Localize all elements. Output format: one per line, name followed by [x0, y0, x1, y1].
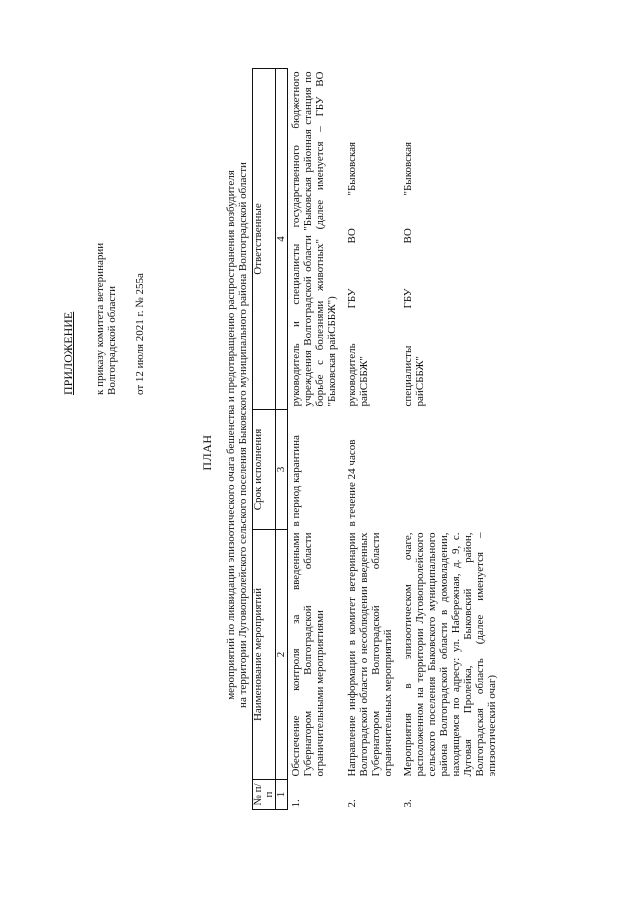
- row-number: 1.: [290, 799, 302, 808]
- resp-role: руководитель: [346, 343, 358, 407]
- row-activity: Мероприятия в эпизоотическом очаге, расположенном на территории Луговопролейского сельского поселения Быковского муниципального района Волгоградской области в домовладении, находящемся по адресу: ул. Набережная, д. 9, с. Луговая Пролейка, Быковский район, Волгоградская область (далее именуется – эпизоотический очаг): [402, 532, 498, 777]
- plan-title: ПЛАН: [200, 434, 214, 471]
- table-row: [402, 69, 506, 810]
- row-number: 2.: [346, 799, 358, 808]
- header-name: Наименование мероприятий: [253, 530, 276, 780]
- row-number: 3.: [402, 799, 414, 808]
- row-activity: Направление информации в комитет ветеринарии Волгоградской области о несоблюдении введенных Губернатором Волгоградской области ограничительных мероприятий: [346, 532, 394, 777]
- plan-subtitle-line-1: мероприятий по ликвидации эпизоотического очага бешенства и предотвращению распространения возбудителя: [225, 170, 237, 700]
- row-responsible: руководитель и специалисты государственного бюджетного учреждения Волгоградской области "Быковская районная станция по борьбе с болезнями животных" (далее именуется – ГБУ ВО "Быковская райСББЖ"): [290, 71, 338, 407]
- resp-org: ГБУ: [346, 288, 358, 309]
- header-term: Срок исполнения: [253, 410, 276, 530]
- resp-region: ВО: [346, 228, 358, 244]
- row-responsible: [346, 69, 402, 410]
- row-term: в течение 24 часов: [346, 439, 358, 527]
- row-activity: Обеспечение контроля за введенными Губернатором Волгоградской области ограничительными мероприятиями: [290, 532, 326, 777]
- resp-role: специалисты: [402, 345, 414, 407]
- header-number: 3: [276, 410, 288, 530]
- header-number: 2: [276, 530, 288, 780]
- plan-subtitle-line-2: на территории Луговопролейского сельского поселения Быковского муниципального района Волгоградской области: [237, 162, 249, 708]
- appendix-block: [62, 115, 146, 395]
- appendix-title: ПРИЛОЖЕНИЕ: [61, 311, 75, 395]
- plan-subtitle: [225, 55, 249, 815]
- appendix-order-line: к приказу комитета ветеринарии: [94, 242, 106, 395]
- table-row: [288, 69, 347, 810]
- header-number: 1: [276, 780, 288, 810]
- header-num: № п/п: [253, 780, 276, 810]
- resp-name: "Быковская: [402, 141, 414, 196]
- row-term: в период карантина: [290, 435, 302, 527]
- header-resp: Ответственные: [253, 69, 276, 410]
- resp-tail: райСББЖ": [414, 356, 426, 407]
- appendix-region-line: Волгоградской области: [106, 286, 118, 395]
- row-responsible: [402, 69, 506, 410]
- resp-tail: райСББЖ": [358, 356, 370, 407]
- appendix-date: от 12 июля 2021 г. № 255а: [134, 273, 146, 395]
- row-term: [402, 410, 506, 530]
- header-number: 4: [276, 69, 288, 410]
- resp-name: "Быковская: [346, 141, 358, 196]
- table-row: [346, 69, 402, 810]
- resp-org: ГБУ: [402, 288, 414, 309]
- plan-table: [252, 68, 506, 810]
- resp-region: ВО: [402, 228, 414, 244]
